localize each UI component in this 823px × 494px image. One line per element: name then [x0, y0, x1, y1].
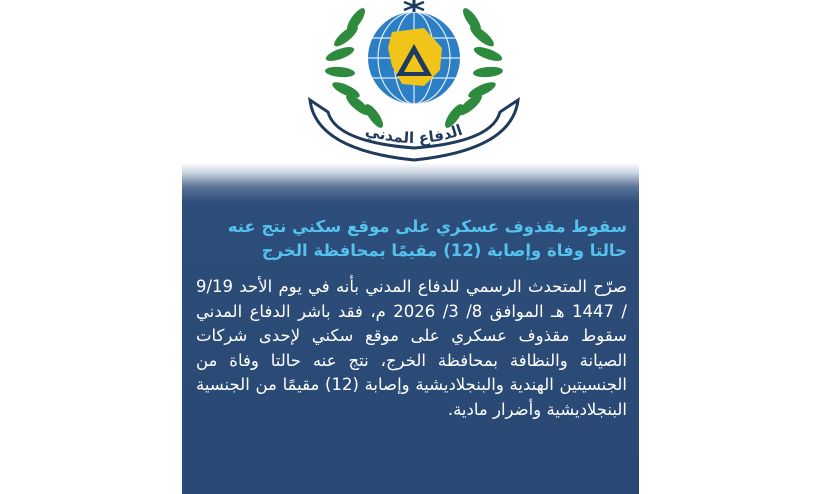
civil-defense-emblem	[292, 0, 537, 168]
body-text: صرّح المتحدث الرسمي للدفاع المدني بأنه في يوم الأحد 9/19 / 1447 هـ الموافق 8/ 3/ 2026 م، فقد باشر الدفاع المدني سقوط مقذوف عسكري على موقع سكني لإحدى شركات الصيانة والنظافة بمحافظة الخرج، نتج عنه حالتا وفاة من الجنسيتين الهندية والبنجلاديشية وإصابة (12) مقيمًا من الجنسية البنجلاديشية وأضرار مادية.	[196, 277, 627, 419]
emblem-label: الدفاع المدني	[363, 120, 465, 148]
headline: سقوط مقذوف عسكري على موقع سكني نتج عنه حالتا وفاة وإصابة (12) مقيمًا بمحافظة الخرج	[227, 217, 627, 260]
announcement-panel	[182, 163, 639, 494]
civil-defense-emblem-icon	[292, 0, 537, 168]
